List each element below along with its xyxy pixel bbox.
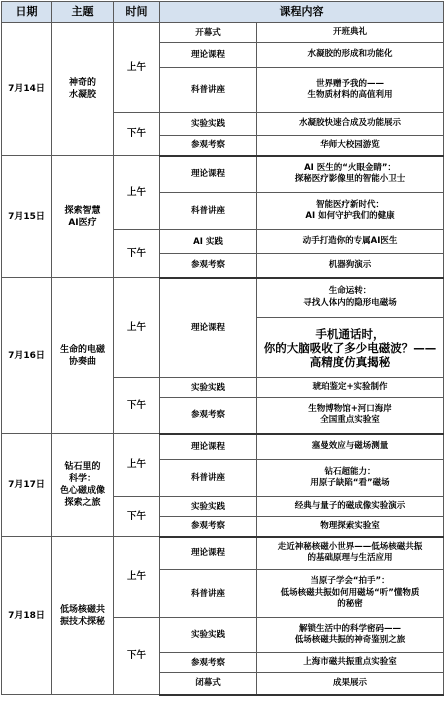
course-content-cell: 生命运转： 寻找人体内的隐形电磁场 <box>257 278 444 318</box>
schedule-body <box>2 23 444 695</box>
course-schedule-table <box>1 1 444 696</box>
course-type-cell: AI 实践 <box>160 230 257 254</box>
course-type-cell: 闭幕式 <box>160 673 257 695</box>
course-content-cell: AI 医生的“火眼金睛”： 探秘医疗影像里的智能小卫士 <box>257 156 444 193</box>
time-cell: 下午 <box>114 497 160 537</box>
date-cell: 7月17日 <box>2 434 52 537</box>
course-type-cell: 理论课程 <box>160 537 257 570</box>
course-content-cell: 走近神秘核磁小世界——低场核磁共振 的基础原理与生活应用 <box>257 537 444 570</box>
course-type-cell: 实验实践 <box>160 113 257 136</box>
header-theme: 主题 <box>52 2 114 23</box>
time-cell: 上午 <box>114 278 160 378</box>
course-type-cell: 开幕式 <box>160 23 257 43</box>
header-content: 课程内容 <box>160 2 444 23</box>
course-type-cell: 参观考察 <box>160 653 257 673</box>
date-cell: 7月16日 <box>2 278 52 434</box>
header-row <box>2 2 444 23</box>
time-cell: 上午 <box>114 537 160 618</box>
header-date: 日期 <box>2 2 52 23</box>
course-type-cell: 科普讲座 <box>160 193 257 230</box>
course-type-cell: 理论课程 <box>160 278 257 378</box>
course-content-cell: 琥珀鉴定+实验制作 <box>257 378 444 398</box>
course-content-cell: 世界赠予我的—— 生物质材料的高值利用 <box>257 68 444 113</box>
time-cell: 上午 <box>114 156 160 230</box>
date-cell: 7月15日 <box>2 156 52 278</box>
course-type-cell: 实验实践 <box>160 497 257 517</box>
schedule-row <box>2 156 444 193</box>
date-cell: 7月18日 <box>2 537 52 695</box>
time-cell: 上午 <box>114 23 160 113</box>
course-type-cell: 参观考察 <box>160 398 257 434</box>
schedule-row <box>2 537 444 570</box>
date-cell: 7月14日 <box>2 23 52 156</box>
time-cell: 上午 <box>114 434 160 497</box>
schedule-row <box>2 278 444 318</box>
course-content-cell: 智能医疗新时代： AI 如何守护我们的健康 <box>257 193 444 230</box>
time-cell: 下午 <box>114 230 160 278</box>
course-content-cell: 成果展示 <box>257 673 444 695</box>
course-type-cell: 科普讲座 <box>160 68 257 113</box>
course-type-cell: 科普讲座 <box>160 460 257 497</box>
course-content-cell: 当原子学会“拍手”： 低场核磁共振如何用磁场“听”懂物质 的秘密 <box>257 570 444 618</box>
course-content-cell: 华师大校园游览 <box>257 136 444 156</box>
course-content-cell: 机器狗演示 <box>257 254 444 278</box>
theme-cell: 生命的电磁 协奏曲 <box>52 278 114 434</box>
course-type-cell: 理论课程 <box>160 434 257 460</box>
course-content-cell: 经典与量子的磁成像实验演示 <box>257 497 444 517</box>
course-content-cell: 动手打造你的专属AI医生 <box>257 230 444 254</box>
course-type-cell: 参观考察 <box>160 517 257 537</box>
course-type-cell: 参观考察 <box>160 136 257 156</box>
course-content-cell: 钻石超能力： 用原子缺陷“看”磁场 <box>257 460 444 497</box>
course-type-cell: 理论课程 <box>160 156 257 193</box>
schedule-row <box>2 434 444 460</box>
course-content-cell: 塞曼效应与磁场测量 <box>257 434 444 460</box>
course-type-cell: 参观考察 <box>160 254 257 278</box>
course-content-cell: 水凝胶的形成和功能化 <box>257 43 444 68</box>
course-content-cell: 上海市磁共振重点实验室 <box>257 653 444 673</box>
theme-cell: 钻石里的 科学： 色心磁成像 探索之旅 <box>52 434 114 537</box>
course-content-cell: 开班典礼 <box>257 23 444 43</box>
theme-cell: 低场核磁共 振技术探秘 <box>52 537 114 695</box>
header-time: 时间 <box>114 2 160 23</box>
course-type-cell: 科普讲座 <box>160 570 257 618</box>
time-cell: 下午 <box>114 618 160 695</box>
course-type-cell: 实验实践 <box>160 378 257 398</box>
time-cell: 下午 <box>114 113 160 156</box>
schedule-row <box>2 23 444 43</box>
course-type-cell: 实验实践 <box>160 618 257 653</box>
course-type-cell: 理论课程 <box>160 43 257 68</box>
course-content-cell: 物理探索实验室 <box>257 517 444 537</box>
course-content-cell: 手机通话时， 你的大脑吸收了多少电磁波？—— 高精度仿真揭秘 <box>257 318 444 378</box>
theme-cell: 探索智慧 AI医疗 <box>52 156 114 278</box>
theme-cell: 神奇的 水凝胶 <box>52 23 114 156</box>
course-content-cell: 水凝胶快速合成及功能展示 <box>257 113 444 136</box>
course-content-cell: 解锁生活中的科学密码—— 低场核磁共振的神奇鉴别之旅 <box>257 618 444 653</box>
course-content-cell: 生物博物馆+河口海岸 全国重点实验室 <box>257 398 444 434</box>
time-cell: 下午 <box>114 378 160 434</box>
